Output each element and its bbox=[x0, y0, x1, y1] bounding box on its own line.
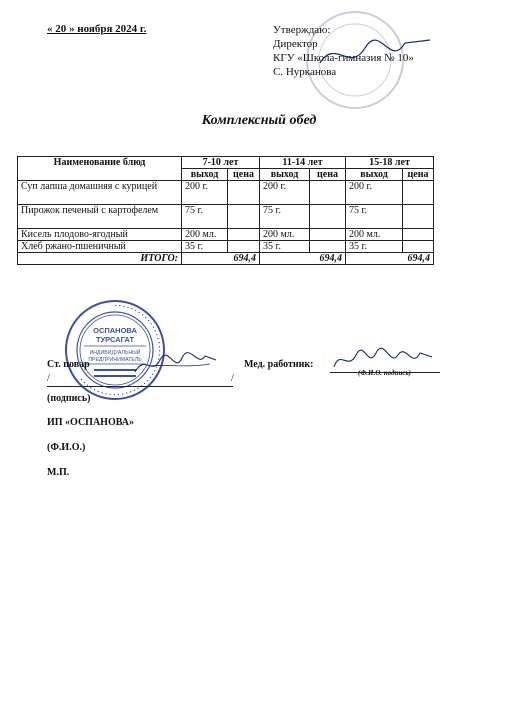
portion-15-18: 75 г. bbox=[346, 205, 403, 229]
page-title: Комплексный обед bbox=[201, 113, 317, 128]
approval-label: Утверждаю: bbox=[273, 24, 331, 36]
portion-7-10: 200 г. bbox=[182, 181, 228, 205]
cook-label: Ст. повар bbox=[47, 359, 90, 370]
menu-table bbox=[17, 156, 434, 265]
approval-position: Директор bbox=[273, 38, 318, 50]
portion-11-14: 35 г. bbox=[260, 241, 310, 253]
stamp-surname: ОСПАНОВА bbox=[93, 326, 137, 335]
dish-name: Кисель плодово-ягодный bbox=[18, 229, 182, 241]
portion-15-18: 200 мл. bbox=[346, 229, 403, 241]
table-row bbox=[18, 241, 434, 253]
total-row bbox=[18, 253, 434, 265]
portion-11-14: 200 мл. bbox=[260, 229, 310, 241]
cook-sign-caption: (подпись) bbox=[47, 393, 91, 404]
stamp-type-1: ИНДИВИДУАЛЬНЫЙ bbox=[89, 350, 141, 356]
group-header-7-10: 7-10 лет bbox=[182, 157, 260, 169]
sub-header-output: выход bbox=[260, 169, 310, 181]
dish-name: Хлеб ржано-пшеничный bbox=[18, 241, 182, 253]
document-date: « 20 » ноября 2024 г. bbox=[47, 23, 147, 35]
stamp-name: ТУРСАГАТ bbox=[95, 335, 135, 344]
svg-text:• • • • • • • • • • • • • • •: • • • • • • • • • • • • • • • • • • • • • • • • • • • • • • • • • • • • • • • • • • • • bbox=[78, 302, 162, 398]
portion-15-18: 200 г. bbox=[346, 181, 403, 205]
approval-organization: КГУ «Школа-гимназия № 10» bbox=[273, 52, 414, 64]
price-cell bbox=[310, 181, 346, 205]
price-cell bbox=[403, 181, 434, 205]
total-11-14: 694,4 bbox=[260, 253, 346, 265]
price-cell bbox=[403, 229, 434, 241]
price-cell bbox=[228, 241, 260, 253]
approval-name: С. Нурканова bbox=[273, 66, 337, 78]
price-cell bbox=[310, 205, 346, 229]
col-name-header: Наименование блюд bbox=[18, 157, 182, 181]
dish-name: Пирожок печеный с картофелем bbox=[18, 205, 182, 229]
director-signature bbox=[310, 28, 440, 88]
med-worker-fio-caption: (Ф.И.О. подпись) bbox=[358, 369, 411, 377]
price-cell bbox=[310, 229, 346, 241]
price-cell bbox=[228, 181, 260, 205]
stamp-place: М.П. bbox=[47, 467, 70, 478]
portion-15-18: 35 г. bbox=[346, 241, 403, 253]
stamp-type-2: ПРЕДПРИНИМАТЕЛЬ bbox=[88, 357, 142, 363]
portion-11-14: 75 г. bbox=[260, 205, 310, 229]
sub-header-output: выход bbox=[346, 169, 403, 181]
organization-name: ИП «ОСПАНОВА» bbox=[47, 417, 134, 428]
portion-7-10: 200 мл. bbox=[182, 229, 228, 241]
portion-7-10: 75 г. bbox=[182, 205, 228, 229]
sub-header-price: цена bbox=[228, 169, 260, 181]
price-cell bbox=[228, 229, 260, 241]
total-15-18: 694,4 bbox=[346, 253, 434, 265]
dish-name: Суп лапша домашняя с курицей bbox=[18, 181, 182, 205]
price-cell bbox=[310, 241, 346, 253]
group-header-15-18: 15-18 лет bbox=[346, 157, 434, 169]
sub-header-output: выход bbox=[182, 169, 228, 181]
fio-caption: (Ф.И.О.) bbox=[47, 442, 86, 453]
group-header-11-14: 11-14 лет bbox=[260, 157, 346, 169]
table-row bbox=[18, 181, 434, 205]
portion-7-10: 35 г. bbox=[182, 241, 228, 253]
med-worker-label: Мед. работник: bbox=[244, 359, 314, 370]
sub-header-price: цена bbox=[403, 169, 434, 181]
price-cell bbox=[403, 205, 434, 229]
table-row bbox=[18, 229, 434, 241]
total-label: ИТОГО: bbox=[18, 253, 182, 265]
cook-signature bbox=[130, 346, 220, 382]
portion-11-14: 200 г. bbox=[260, 181, 310, 205]
cook-signature-line bbox=[47, 386, 233, 387]
total-7-10: 694,4 bbox=[182, 253, 260, 265]
table-row bbox=[18, 205, 434, 229]
sub-header-price: цена bbox=[310, 169, 346, 181]
price-cell bbox=[228, 205, 260, 229]
price-cell bbox=[403, 241, 434, 253]
